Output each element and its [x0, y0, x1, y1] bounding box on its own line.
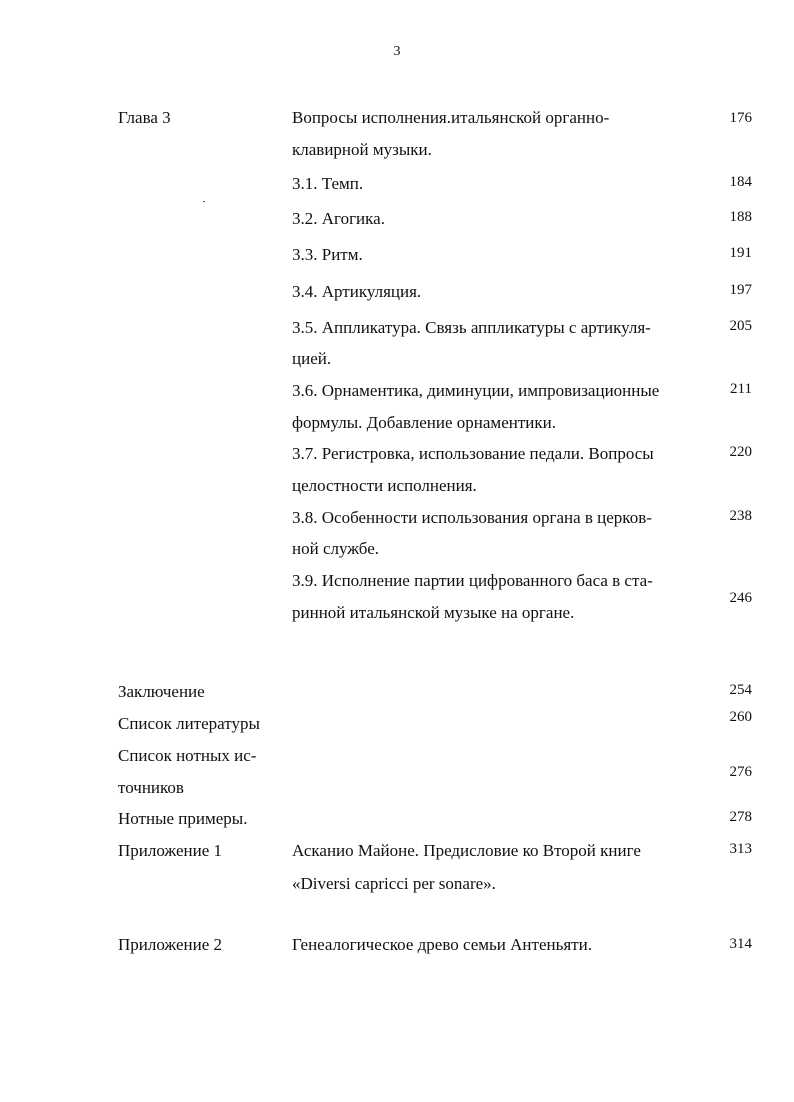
appendix-1-title-continued: «Diversi capricci per sonare».	[292, 874, 496, 893]
section-page-number: 246	[729, 590, 752, 606]
section-title: 3.8. Особенности использования органа в церков-	[292, 508, 652, 527]
bibliography-page-number: 260	[729, 709, 752, 725]
section-page-number: 211	[730, 381, 752, 397]
section-page-number: 220	[729, 444, 752, 460]
scan-speck	[203, 201, 205, 202]
music-sources-label-continued: точников	[118, 778, 184, 797]
conclusion-page-number: 254	[729, 682, 752, 698]
appendix-2-page-number: 314	[729, 936, 752, 952]
bibliography-label: Список литературы	[118, 714, 260, 733]
page-number: 3	[393, 44, 401, 59]
section-title-continued: ринной итальянской музыке на органе.	[292, 603, 575, 622]
music-examples-page-number: 278	[729, 809, 752, 825]
appendix-1-label: Приложение 1	[118, 841, 222, 860]
music-sources-page-number: 276	[729, 764, 752, 780]
appendix-1-title: Асканио Майоне. Предисловие ко Второй книге	[292, 841, 641, 860]
chapter-title-line1: Вопросы исполнения.итальянской органно-	[292, 108, 610, 127]
section-title: 3.3. Ритм.	[292, 245, 363, 264]
section-title-continued: цией.	[292, 349, 332, 368]
section-page-number: 205	[729, 318, 752, 334]
section-page-number: 197	[729, 282, 752, 298]
conclusion-label: Заключение	[118, 682, 205, 701]
section-title-continued: целостности исполнения.	[292, 476, 477, 495]
section-title: 3.1. Темп.	[292, 174, 364, 193]
section-title: 3.5. Аппликатура. Связь аппликатуры с артикуля-	[292, 318, 651, 337]
section-page-number: 191	[729, 245, 752, 261]
appendix-1-page-number: 313	[729, 841, 752, 857]
music-examples-label: Нотные примеры.	[118, 809, 248, 828]
section-title-continued: формулы. Добавление орнаментики.	[292, 413, 556, 432]
section-page-number: 184	[729, 174, 752, 190]
chapter-label: Глава 3	[118, 108, 171, 127]
section-title: 3.9. Исполнение партии цифрованного баса в ста-	[292, 571, 653, 590]
section-page-number: 188	[729, 209, 752, 225]
section-title-continued: ной службе.	[292, 539, 379, 558]
chapter-page-number: 176	[729, 110, 752, 126]
appendix-2-title: Генеалогическое древо семьи Антеньяти.	[292, 935, 592, 954]
section-title: 3.2. Агогика.	[292, 209, 385, 228]
chapter-title-line2: клавирной музыки.	[292, 140, 432, 159]
section-title: 3.7. Регистровка, использование педали. Вопросы	[292, 444, 654, 463]
section-page-number: 238	[729, 508, 752, 524]
music-sources-label: Список нотных ис-	[118, 746, 257, 765]
section-title: 3.6. Орнаментика, диминуции, импровизационные	[292, 381, 660, 400]
appendix-2-label: Приложение 2	[118, 935, 222, 954]
section-title: 3.4. Артикуляция.	[292, 282, 422, 301]
